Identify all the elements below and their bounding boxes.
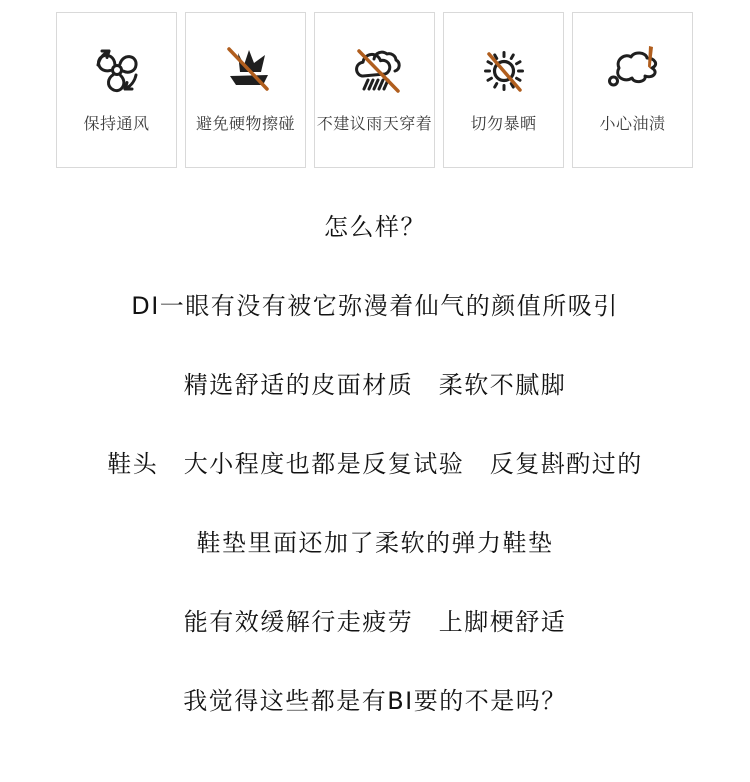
care-cell-ventilation bbox=[56, 12, 177, 168]
description-line-7: 我觉得这些都是有BI要的不是吗？ bbox=[183, 687, 567, 715]
description-line-4: 鞋头 大小程度也都是反复试验 反复斟酌过的 bbox=[107, 450, 643, 478]
no-hard-object-icon bbox=[214, 38, 278, 102]
description-line-2: DI一眼有没有被它弥漫着仙气的颜值所吸引 bbox=[131, 292, 619, 320]
description-block bbox=[0, 214, 750, 767]
care-cell-no-hard-objects bbox=[185, 12, 306, 168]
care-instructions-strip bbox=[56, 12, 693, 168]
no-rain-icon bbox=[343, 38, 407, 102]
care-cell-no-sunlight bbox=[443, 12, 564, 168]
description-line-5: 鞋垫里面还加了柔软的弹力鞋垫 bbox=[196, 529, 554, 557]
description-line-1: 怎么样？ bbox=[324, 213, 426, 241]
care-cell-no-rain bbox=[314, 12, 435, 168]
care-label-no-rain: 不建议雨天穿着 bbox=[316, 114, 433, 133]
description-line-3: 精选舒适的皮面材质 柔软不腻脚 bbox=[183, 371, 567, 399]
description-line-6: 能有效缓解行走疲劳 上脚梗舒适 bbox=[183, 608, 567, 636]
oil-stain-icon bbox=[601, 38, 665, 102]
care-label-ventilation: 保持通风 bbox=[83, 114, 150, 133]
care-label-no-hard-objects: 避免硬物擦碰 bbox=[195, 114, 295, 133]
fan-icon bbox=[85, 38, 149, 102]
care-label-oil-stain: 小心油渍 bbox=[599, 114, 666, 133]
care-label-no-sunlight: 切勿暴晒 bbox=[470, 114, 537, 133]
care-cell-oil-stain bbox=[572, 12, 693, 168]
no-sunlight-icon bbox=[472, 38, 536, 102]
